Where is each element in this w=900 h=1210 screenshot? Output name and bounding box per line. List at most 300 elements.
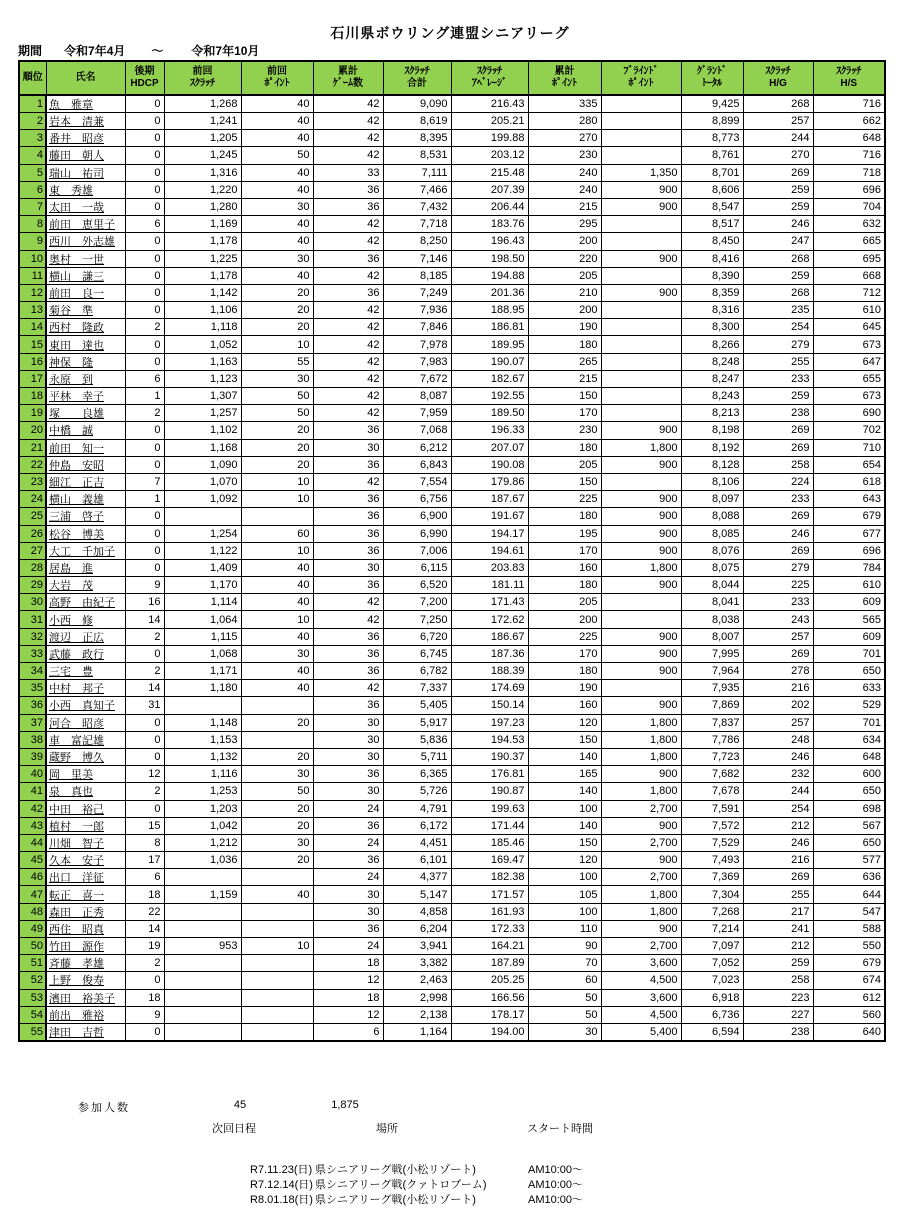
table-row [19,783,885,800]
scratch-avg-cell: 196.33 [451,422,528,439]
hdcp-cell: 0 [125,284,164,301]
prev-scratch-cell [164,955,241,972]
points-total-cell: 120 [528,714,601,731]
prev-scratch-cell: 1,178 [164,267,241,284]
hg-cell: 279 [743,559,813,576]
prev-scratch-cell: 1,092 [164,491,241,508]
points-total-cell: 295 [528,216,601,233]
points-total-cell: 210 [528,284,601,301]
prev-points-cell: 30 [241,370,313,387]
table-row [19,886,885,903]
hs-cell: 565 [813,611,885,628]
name-cell: 横山 義雄 [46,491,125,508]
hs-cell: 650 [813,783,885,800]
name-cell: 三浦 啓子 [46,508,125,525]
name-cell: 中田 裕己 [46,800,125,817]
points-total-cell: 160 [528,559,601,576]
prev-points-cell [241,1023,313,1041]
hdcp-cell: 18 [125,886,164,903]
name-cell: 竹田 源作 [46,938,125,955]
hg-cell: 269 [743,422,813,439]
rank-cell: 12 [19,284,46,301]
league-standings-table [18,60,886,1042]
scratch-avg-cell: 189.50 [451,405,528,422]
prev-points-cell [241,972,313,989]
name-cell: 前田 恵里子 [46,216,125,233]
scratch-total-cell: 3,941 [383,938,451,955]
blind-points-cell: 1,800 [601,559,681,576]
hg-cell: 269 [743,542,813,559]
table-row [19,766,885,783]
table-row [19,731,885,748]
hg-cell: 238 [743,1023,813,1041]
prev-points-cell: 40 [241,216,313,233]
grand-total-cell: 7,097 [681,938,743,955]
rank-cell: 19 [19,405,46,422]
hdcp-cell: 0 [125,198,164,215]
prev-scratch-cell [164,920,241,937]
name-cell: 岡 里美 [46,766,125,783]
hs-cell: 650 [813,834,885,851]
grand-total-cell: 8,243 [681,388,743,405]
rank-cell: 55 [19,1023,46,1041]
hs-cell: 716 [813,95,885,113]
scratch-total-cell: 6,756 [383,491,451,508]
prev-scratch-cell [164,508,241,525]
hdcp-cell: 16 [125,594,164,611]
grand-total-cell: 7,869 [681,697,743,714]
name-cell: 高野 由紀子 [46,594,125,611]
hg-cell: 227 [743,1006,813,1023]
table-row [19,525,885,542]
prev-scratch-cell: 1,090 [164,456,241,473]
scratch-total-cell: 1,164 [383,1023,451,1041]
prev-scratch-cell: 1,170 [164,577,241,594]
prev-scratch-cell [164,1023,241,1041]
hs-cell: 640 [813,1023,885,1041]
rank-cell: 18 [19,388,46,405]
prev-points-cell: 20 [241,852,313,869]
hg-cell: 244 [743,783,813,800]
hg-cell: 269 [743,645,813,662]
scratch-avg-cell: 179.86 [451,473,528,490]
blind-points-cell: 1,800 [601,439,681,456]
scratch-avg-cell: 201.36 [451,284,528,301]
points-total-cell: 215 [528,198,601,215]
prev-scratch-cell: 1,132 [164,748,241,765]
hs-cell: 650 [813,663,885,680]
scratch-total-cell: 8,531 [383,147,451,164]
hdcp-cell: 0 [125,525,164,542]
rank-cell: 30 [19,594,46,611]
scratch-avg-cell: 188.39 [451,663,528,680]
table-row [19,938,885,955]
blind-points-cell [601,594,681,611]
hg-cell: 244 [743,130,813,147]
name-cell: 塚 良雄 [46,405,125,422]
rank-cell: 16 [19,353,46,370]
prev-points-cell: 40 [241,663,313,680]
hg-cell: 258 [743,972,813,989]
rank-cell: 47 [19,886,46,903]
prev-scratch-cell: 1,102 [164,422,241,439]
prev-points-cell: 40 [241,95,313,113]
hs-cell: 529 [813,697,885,714]
blind-points-cell: 2,700 [601,800,681,817]
table-row [19,559,885,576]
prev-scratch-cell: 1,118 [164,319,241,336]
header-row [19,61,885,95]
rank-cell: 11 [19,267,46,284]
prev-scratch-cell: 1,163 [164,353,241,370]
rank-cell: 3 [19,130,46,147]
scratch-avg-cell: 199.88 [451,130,528,147]
place-label: 場所 [376,1123,398,1135]
games-cell: 42 [313,113,383,130]
points-total-cell: 335 [528,95,601,113]
table-row [19,748,885,765]
rank-cell: 9 [19,233,46,250]
rank-cell: 6 [19,181,46,198]
grand-total-cell: 9,425 [681,95,743,113]
points-total-cell: 180 [528,508,601,525]
scratch-avg-cell: 199.63 [451,800,528,817]
hg-cell: 259 [743,181,813,198]
prev-scratch-cell: 1,307 [164,388,241,405]
blind-points-cell: 1,800 [601,783,681,800]
scratch-avg-cell: 194.00 [451,1023,528,1041]
scratch-avg-cell: 194.53 [451,731,528,748]
table-row [19,130,885,147]
games-cell: 36 [313,663,383,680]
points-total-cell: 70 [528,955,601,972]
grand-total-cell: 7,529 [681,834,743,851]
games-cell: 42 [313,216,383,233]
prev-points-cell: 10 [241,491,313,508]
hg-cell: 246 [743,216,813,233]
scratch-total-cell: 9,090 [383,95,451,113]
prev-scratch-cell: 1,169 [164,216,241,233]
points-total-cell: 165 [528,766,601,783]
prev-points-cell: 40 [241,886,313,903]
blind-points-cell: 900 [601,284,681,301]
name-cell: 上野 俊寿 [46,972,125,989]
hs-cell: 668 [813,267,885,284]
name-cell: 東田 達也 [46,336,125,353]
col-header-late-hdcp: 後期 HDCP [125,61,164,95]
scratch-avg-cell: 171.44 [451,817,528,834]
rank-cell: 36 [19,697,46,714]
blind-points-cell: 1,800 [601,731,681,748]
table-row [19,456,885,473]
points-total-cell: 180 [528,577,601,594]
hg-cell: 212 [743,938,813,955]
col-header-scratch-average: ｽｸﾗｯﾁ ｱﾍﾞﾚｰｼﾞ [451,61,528,95]
scratch-avg-cell: 186.67 [451,628,528,645]
prev-points-cell: 40 [241,113,313,130]
grand-total-cell: 8,701 [681,164,743,181]
prev-scratch-cell: 1,409 [164,559,241,576]
prev-scratch-cell: 1,241 [164,113,241,130]
total-games-sum: 1,875 [331,1099,359,1111]
prev-scratch-cell: 1,159 [164,886,241,903]
grand-total-cell: 8,044 [681,577,743,594]
blind-points-cell: 900 [601,920,681,937]
table-row [19,645,885,662]
blind-points-cell [601,113,681,130]
scratch-total-cell: 7,983 [383,353,451,370]
prev-scratch-cell: 1,254 [164,525,241,542]
games-cell: 42 [313,370,383,387]
table-row [19,680,885,697]
table-row [19,1023,885,1041]
hs-cell: 610 [813,302,885,319]
hg-cell: 233 [743,594,813,611]
name-cell: 居島 進 [46,559,125,576]
name-cell: 小西 修 [46,611,125,628]
hdcp-cell: 0 [125,439,164,456]
scratch-total-cell: 7,200 [383,594,451,611]
hdcp-cell: 18 [125,989,164,1006]
scratch-total-cell: 7,554 [383,473,451,490]
scratch-avg-cell: 188.95 [451,302,528,319]
hs-cell: 718 [813,164,885,181]
hs-cell: 647 [813,353,885,370]
hg-cell: 269 [743,869,813,886]
prev-points-cell: 10 [241,336,313,353]
table-row [19,473,885,490]
prev-points-cell: 40 [241,594,313,611]
hdcp-cell: 0 [125,559,164,576]
blind-points-cell: 900 [601,766,681,783]
schedule-event: 県シニアリーグ戦(小松リゾート) [315,1164,476,1176]
scratch-avg-cell: 182.67 [451,370,528,387]
name-cell: 久本 安子 [46,852,125,869]
rank-cell: 37 [19,714,46,731]
hdcp-cell: 2 [125,663,164,680]
blind-points-cell [601,233,681,250]
participants-count-label: 参加人数 [78,1102,130,1114]
prev-scratch-cell: 1,148 [164,714,241,731]
scratch-avg-cell: 207.07 [451,439,528,456]
table-row [19,903,885,920]
blind-points-cell: 900 [601,663,681,680]
hdcp-cell: 0 [125,714,164,731]
hdcp-cell: 2 [125,783,164,800]
prev-scratch-cell: 1,123 [164,370,241,387]
scratch-avg-cell: 194.17 [451,525,528,542]
points-total-cell: 225 [528,491,601,508]
grand-total-cell: 7,023 [681,972,743,989]
prev-points-cell: 10 [241,611,313,628]
name-cell: 中村 邦子 [46,680,125,697]
points-total-cell: 195 [528,525,601,542]
prev-scratch-cell: 1,245 [164,147,241,164]
scratch-avg-cell: 191.67 [451,508,528,525]
scratch-total-cell: 6,212 [383,439,451,456]
prev-points-cell: 20 [241,284,313,301]
col-header-total-games: 累計 ｹﾞｰﾑ数 [313,61,383,95]
rank-cell: 25 [19,508,46,525]
name-cell: 西川 外志雄 [46,233,125,250]
table-row [19,388,885,405]
blind-points-cell [601,405,681,422]
games-cell: 30 [313,886,383,903]
prev-points-cell: 20 [241,456,313,473]
points-total-cell: 190 [528,319,601,336]
scratch-avg-cell: 190.87 [451,783,528,800]
scratch-avg-cell: 197.23 [451,714,528,731]
scratch-total-cell: 7,006 [383,542,451,559]
games-cell: 12 [313,1006,383,1023]
prev-scratch-cell: 1,257 [164,405,241,422]
hg-cell: 268 [743,95,813,113]
hs-cell: 648 [813,748,885,765]
hdcp-cell: 6 [125,216,164,233]
points-total-cell: 105 [528,886,601,903]
games-cell: 24 [313,800,383,817]
points-total-cell: 205 [528,267,601,284]
rank-cell: 14 [19,319,46,336]
hdcp-cell: 0 [125,302,164,319]
scratch-total-cell: 7,846 [383,319,451,336]
prev-points-cell: 20 [241,439,313,456]
games-cell: 12 [313,972,383,989]
table-row [19,508,885,525]
hg-cell: 269 [743,164,813,181]
hdcp-cell: 0 [125,336,164,353]
col-header-scratch-hs: ｽｸﾗｯﾁ H/S [813,61,885,95]
games-cell: 36 [313,697,383,714]
grand-total-cell: 8,075 [681,559,743,576]
games-cell: 42 [313,319,383,336]
scratch-avg-cell: 171.57 [451,886,528,903]
scratch-total-cell: 6,843 [383,456,451,473]
table-body [19,95,885,1041]
hg-cell: 235 [743,302,813,319]
prev-scratch-cell: 1,212 [164,834,241,851]
prev-points-cell: 40 [241,267,313,284]
grand-total-cell: 8,606 [681,181,743,198]
hs-cell: 674 [813,972,885,989]
points-total-cell: 50 [528,1006,601,1023]
points-total-cell: 280 [528,113,601,130]
hg-cell: 268 [743,250,813,267]
table-row [19,697,885,714]
hdcp-cell: 2 [125,319,164,336]
hs-cell: 695 [813,250,885,267]
hs-cell: 654 [813,456,885,473]
name-cell: 太田 一哉 [46,198,125,215]
rank-cell: 38 [19,731,46,748]
hg-cell: 279 [743,336,813,353]
name-cell: 細江 正吉 [46,473,125,490]
prev-scratch-cell: 1,178 [164,233,241,250]
prev-scratch-cell: 1,205 [164,130,241,147]
grand-total-cell: 8,416 [681,250,743,267]
prev-scratch-cell: 1,268 [164,95,241,113]
points-total-cell: 160 [528,697,601,714]
hdcp-cell: 8 [125,834,164,851]
name-cell: 前田 知一 [46,439,125,456]
points-total-cell: 205 [528,456,601,473]
grand-total-cell: 8,761 [681,147,743,164]
table-row [19,817,885,834]
page-title: 石川県ボウリング連盟シニアリーグ [330,25,570,41]
rank-cell: 8 [19,216,46,233]
name-cell: 永原 到 [46,370,125,387]
scratch-avg-cell: 187.36 [451,645,528,662]
points-total-cell: 30 [528,1023,601,1041]
schedule-time: AM10:00～ [528,1179,584,1191]
grand-total-cell: 8,316 [681,302,743,319]
scratch-total-cell: 5,836 [383,731,451,748]
grand-total-cell: 8,192 [681,439,743,456]
rank-cell: 7 [19,198,46,215]
games-cell: 42 [313,353,383,370]
prev-scratch-cell: 1,042 [164,817,241,834]
name-cell: 渡辺 正広 [46,628,125,645]
hs-cell: 690 [813,405,885,422]
scratch-total-cell: 8,395 [383,130,451,147]
grand-total-cell: 6,594 [681,1023,743,1041]
hs-cell: 648 [813,130,885,147]
hdcp-cell: 14 [125,920,164,937]
rank-cell: 24 [19,491,46,508]
hdcp-cell: 0 [125,456,164,473]
rank-cell: 44 [19,834,46,851]
games-cell: 42 [313,95,383,113]
table-row [19,800,885,817]
table-row [19,405,885,422]
hg-cell: 257 [743,714,813,731]
table-row [19,233,885,250]
grand-total-cell: 7,493 [681,852,743,869]
games-cell: 18 [313,989,383,1006]
name-cell: 神保 隆 [46,353,125,370]
games-cell: 42 [313,388,383,405]
prev-scratch-cell: 1,142 [164,284,241,301]
hs-cell: 644 [813,886,885,903]
games-cell: 36 [313,542,383,559]
hg-cell: 246 [743,748,813,765]
scratch-avg-cell: 150.14 [451,697,528,714]
hg-cell: 212 [743,817,813,834]
grand-total-cell: 7,304 [681,886,743,903]
hs-cell: 633 [813,680,885,697]
blind-points-cell: 900 [601,697,681,714]
prev-points-cell: 60 [241,525,313,542]
hs-cell: 784 [813,559,885,576]
grand-total-cell: 7,591 [681,800,743,817]
name-cell: 前田 良一 [46,284,125,301]
points-total-cell: 180 [528,336,601,353]
prev-scratch-cell: 1,280 [164,198,241,215]
points-total-cell: 225 [528,628,601,645]
blind-points-cell [601,216,681,233]
blind-points-cell: 2,700 [601,869,681,886]
blind-points-cell: 900 [601,456,681,473]
scratch-total-cell: 6,172 [383,817,451,834]
hs-cell: 618 [813,473,885,490]
scratch-total-cell: 5,147 [383,886,451,903]
prev-scratch-cell: 1,253 [164,783,241,800]
col-header-grand-total: ｸﾞﾗﾝﾄﾞ ﾄｰﾀﾙ [681,61,743,95]
prev-scratch-cell: 1,070 [164,473,241,490]
hs-cell: 634 [813,731,885,748]
scratch-total-cell: 7,466 [383,181,451,198]
scratch-avg-cell: 190.07 [451,353,528,370]
